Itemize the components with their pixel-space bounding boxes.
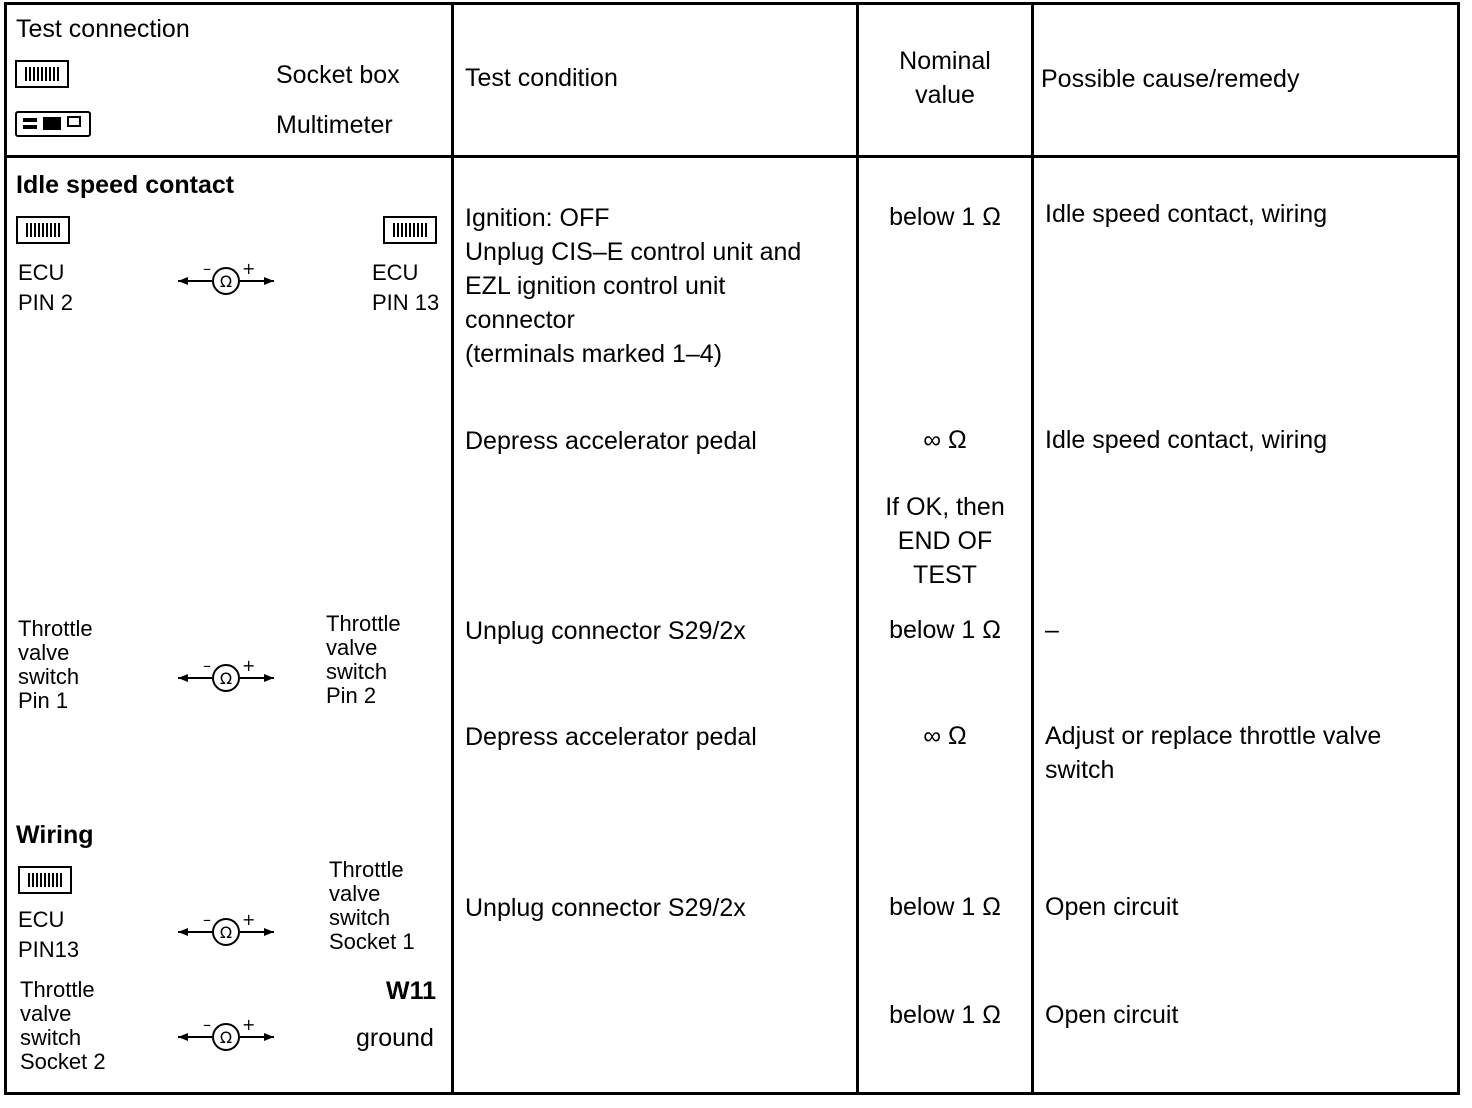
nominal-row-5: ∞ Ω xyxy=(923,722,967,750)
w11-label: W11 xyxy=(386,977,437,1005)
section-idle-speed-contact: Idle speed contact xyxy=(16,171,235,199)
header-possible-cause: Possible cause/remedy xyxy=(1041,65,1300,93)
ecu-pin-2-label: ECU PIN 2 xyxy=(18,260,74,315)
nominal-row-1: below 1 Ω xyxy=(889,203,1001,231)
header-test-connection: Test connection xyxy=(16,15,190,43)
condition-row-6: Unplug connector S29/2x xyxy=(465,894,746,922)
throttle-pin-2-label: Throttle valve switch Pin 2 xyxy=(326,611,401,708)
socket-box-icon xyxy=(16,216,70,244)
cause-row-5: Adjust or replace throttle valve switch xyxy=(1045,722,1382,784)
cause-row-1: Idle speed contact, wiring xyxy=(1045,200,1328,228)
condition-row-2: Depress accelerator pedal xyxy=(465,427,757,455)
svg-text:+: + xyxy=(242,913,256,929)
ground-label: ground xyxy=(356,1024,434,1052)
svg-text:+: + xyxy=(242,1018,256,1034)
header-multimeter: Multimeter xyxy=(276,111,393,139)
ohmmeter-icon xyxy=(176,659,276,695)
header-nominal-value: Nominal value xyxy=(899,47,991,109)
cause-row-4: – xyxy=(1045,616,1059,644)
nominal-row-7: below 1 Ω xyxy=(889,1001,1001,1029)
svg-text:Ω: Ω xyxy=(219,669,233,688)
column-divider xyxy=(1031,2,1034,1095)
throttle-socket-1-label: Throttle valve switch Socket 1 xyxy=(329,857,415,954)
svg-text:–: – xyxy=(203,659,211,675)
condition-row-1: Ignition: OFF Unplug CIS–E control unit and EZL ignition control unit connector (terminals marked 1–4) xyxy=(465,204,802,368)
throttle-pin-1-label: Throttle valve switch Pin 1 xyxy=(18,616,93,713)
socket-box-icon xyxy=(383,216,437,244)
section-wiring: Wiring xyxy=(16,821,94,849)
condition-row-5: Depress accelerator pedal xyxy=(465,723,757,751)
throttle-socket-2-label: Throttle valve switch Socket 2 xyxy=(20,977,106,1074)
nominal-row-2: ∞ Ω xyxy=(923,426,967,454)
ohmmeter-icon xyxy=(176,913,276,949)
nominal-row-4: below 1 Ω xyxy=(889,616,1001,644)
column-divider xyxy=(856,2,859,1095)
header-test-condition: Test condition xyxy=(465,64,618,92)
svg-text:Ω: Ω xyxy=(219,272,233,291)
svg-text:Ω: Ω xyxy=(219,1028,233,1047)
svg-text:+: + xyxy=(242,262,256,278)
svg-text:–: – xyxy=(203,913,211,929)
ohmmeter-icon xyxy=(176,262,276,298)
svg-text:Ω: Ω xyxy=(219,923,233,942)
svg-text:+: + xyxy=(242,659,256,675)
cause-row-2: Idle speed contact, wiring xyxy=(1045,426,1328,454)
header-divider xyxy=(4,155,1460,158)
header-socket-box: Socket box xyxy=(276,61,400,89)
ecu-pin-13b-label: ECU PIN13 xyxy=(18,907,80,962)
nominal-row-3: If OK, then END OF TEST xyxy=(885,493,1005,589)
ecu-pin-13-label: ECU PIN 13 xyxy=(372,260,440,315)
cause-row-7: Open circuit xyxy=(1045,1001,1179,1029)
ohmmeter-icon xyxy=(176,1018,276,1054)
multimeter-icon xyxy=(15,111,91,137)
svg-text:–: – xyxy=(203,1018,211,1034)
nominal-row-6: below 1 Ω xyxy=(889,893,1001,921)
svg-text:–: – xyxy=(203,262,211,278)
socket-box-icon xyxy=(18,866,72,894)
column-divider xyxy=(451,2,454,1095)
condition-row-4: Unplug connector S29/2x xyxy=(465,617,746,645)
socket-box-icon xyxy=(15,60,69,88)
cause-row-6: Open circuit xyxy=(1045,893,1179,921)
